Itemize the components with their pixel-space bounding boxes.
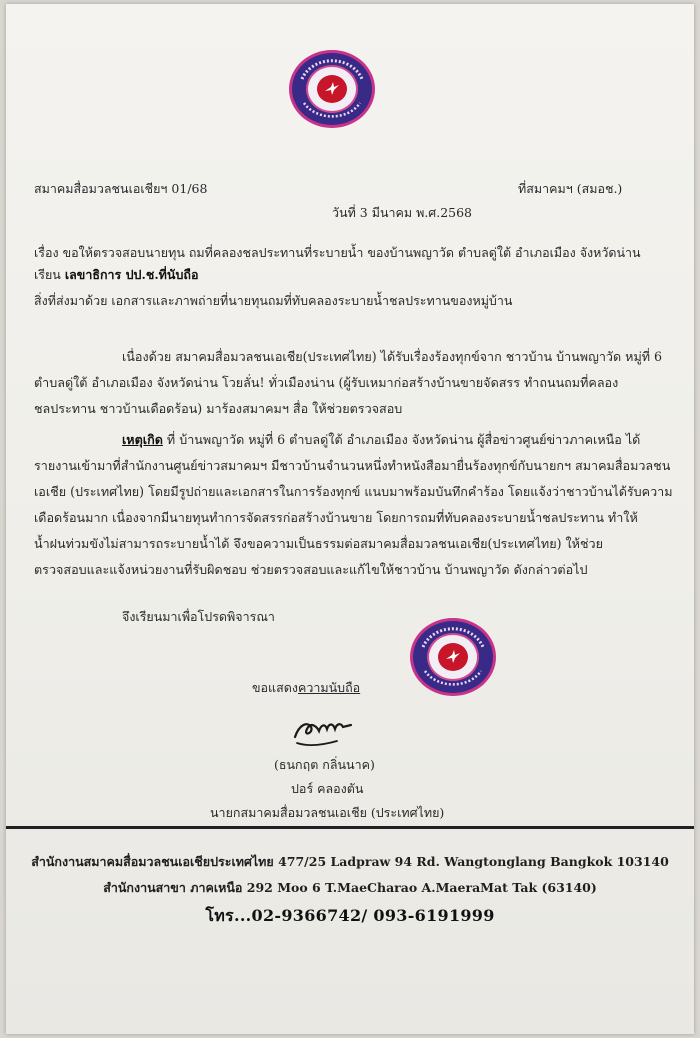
- association-seal-stamp: [410, 618, 496, 696]
- attachment-line: สิ่งที่ส่งมาด้วย เอกสารและภาพถ่ายที่นายทุนถมที่ทับคลองระบายน้ำชลประทานของหมู่บ้าน: [34, 293, 513, 308]
- document-number: สมาคมสื่อมวลชนเอเชียฯ 01/68: [34, 181, 208, 196]
- signer-nickname: ปอร์ คลองตัน: [291, 781, 364, 796]
- paragraph2-line: น้ำฝนท่วมขังไม่สามารถระบายน้ำได้ จึงขอความเป็นธรรมต่อสมาคมสื่อมวลชนเอเชีย(ประเทศไทย) ให้ช่วย: [34, 536, 603, 551]
- footer-office-address: สำนักงานสมาคมสื่อมวลชนเอเชียประเทศไทย 477/25 Ladpraw 94 Rd. Wangtonglang Bangkok 103140: [31, 854, 669, 869]
- association-seal-top: [289, 50, 375, 128]
- paragraph1-line: เนื่องด้วย สมาคมสื่อมวลชนเอเชีย(ประเทศไทย) ได้รับเรื่องร้องทุกข์จาก ชาวบ้าน บ้านพญาวัด หมู่ที่ 6: [122, 349, 663, 364]
- signer-name: (ธนกฤต กลิ่นนาค): [274, 757, 375, 772]
- dove-icon: [323, 80, 341, 98]
- regards-prefix: ขอแสดง: [252, 680, 298, 695]
- regards-suffix: ความนับถือ: [297, 680, 361, 695]
- subject-line: เรื่อง ขอให้ตรวจสอบนายทุน ถมที่คลองชลประทานที่ระบายน้ำ ของบ้านพญาวัด ตำบลดู่ใต้ อำเภอเมือง จังหวัดน่าน: [34, 245, 641, 260]
- incident-label: เหตุเกิด: [122, 432, 163, 447]
- footer-divider: [6, 826, 694, 829]
- letter-page: [6, 4, 694, 1034]
- handwritten-signature: [289, 707, 359, 751]
- signer-title: นายกสมาคมสื่อมวลชนเอเชีย (ประเทศไทย): [210, 805, 445, 820]
- sender-place: ที่สมาคมฯ (สมอช.): [518, 181, 623, 196]
- regards-line: [252, 679, 360, 696]
- recipient-prefix: เรียน: [34, 267, 61, 282]
- paragraph2-line: รายงานเข้ามาที่สำนักงานศูนย์ข่าวสมาคมฯ มีชาวบ้านจำนวนหนึ่งทำหนังสือมายื่นร้องทุกข์กับนายกฯ สมาคมสื่อมวลชน: [34, 458, 671, 473]
- paragraph2-line: [122, 430, 640, 450]
- dove-icon: [444, 648, 462, 666]
- paragraph2-line: ตรวจสอบและแจ้งหน่วยงานที่รับผิดชอบ ช่วยตรวจสอบและแก้ไขให้ชาวบ้าน บ้านพญาวัด ดังกล่าวต่อไป: [34, 562, 588, 577]
- footer-branch-address: สำนักงานสาขา ภาคเหนือ 292 Moo 6 T.MaeCharao A.MaeraMat Tak (63140): [103, 880, 597, 895]
- recipient-line: [34, 266, 198, 283]
- paragraph2-line: เอเชีย (ประเทศไทย) โดยมีรูปถ่ายและเอกสารในการร้องทุกข์ แนบมาพร้อมบันทึกคำร้อง โดยแจ้งว่าชาวบ้านได้รับความ: [34, 484, 673, 499]
- recipient-name: เลขาธิการ ปป.ช.ที่นับถือ: [64, 267, 199, 282]
- letter-date: วันที่ 3 มีนาคม พ.ศ.2568: [332, 205, 473, 220]
- paragraph2-line: เดือดร้อนมาก เนื่องจากมีนายทุนทำการจัดสรรก่อสร้างบ้านขาย โดยการถมที่ทับคลองระบายน้ำชลประทาน ทำให้: [34, 510, 638, 525]
- paragraph2-first-text: ที่ บ้านพญาวัด หมู่ที่ 6 ตำบลดู่ใต้ อำเภอเมือง จังหวัดน่าน ผู้สื่อข่าวศูนย์ข่าวภาคเหนือ ได้: [162, 432, 641, 447]
- paragraph1-line: ตำบลดู่ใต้ อำเภอเมือง จังหวัดน่าน โวยลั่น! ทั่วเมืองน่าน (ผู้รับเหมาก่อสร้างบ้านขายจัดสรร ทำถนนถมที่คลอง: [34, 375, 619, 390]
- closing-line: จึงเรียนมาเพื่อโปรดพิจารณา: [122, 609, 275, 624]
- footer-phone: โทร...02-9366742/ 093-6191999: [205, 906, 495, 925]
- paragraph1-line: ชลประทาน ชาวบ้านเดือดร้อน) มาร้องสมาคมฯ สื่อ ให้ช่วยตรวจสอบ: [34, 401, 403, 416]
